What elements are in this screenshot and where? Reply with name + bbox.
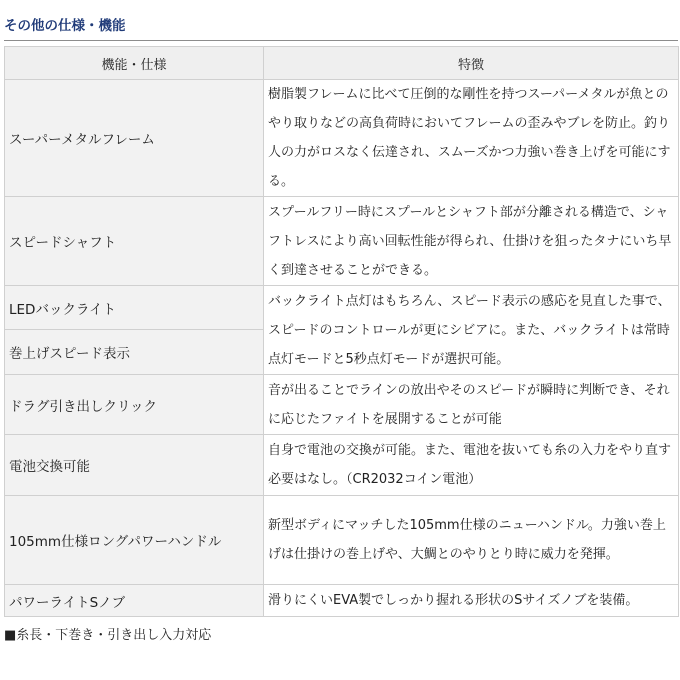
- table-row: [5, 496, 679, 585]
- row-value-text: 滑りにくいEVA製でしっかり握れる形状のSサイズノブを装備。: [268, 593, 639, 608]
- title-divider: [4, 40, 678, 41]
- row-key-speed-shaft: スピードシャフト: [5, 197, 264, 286]
- header-description: 特徴: [264, 47, 679, 80]
- footer-note: ■糸長・下巻き・引き出し入力対応: [4, 628, 212, 643]
- row-value-power-light-knob: [264, 585, 679, 617]
- table-header-row: [5, 47, 679, 80]
- row-value-text: バックライト点灯はもちろん、スピード表示の感応を見直した事で、スピードのコントロールが更にシビアに。また、バックライトは常時点灯モードと5秒点灯モードが選択可能。: [268, 293, 671, 367]
- spec-table: [4, 46, 679, 617]
- table-row: [5, 80, 679, 197]
- row-value-text: 自身で電池の交換が可能。また、電池を抜いても糸の入力をやり直す必要はなし。（CR2032コイン電池）: [268, 443, 672, 487]
- row-key-battery-replaceable: 電池交換可能: [5, 435, 264, 496]
- row-key-power-light-knob: パワーライトSノブ: [5, 585, 264, 617]
- row-value-led-backlight: [264, 286, 679, 375]
- row-value-battery-replaceable: [264, 435, 679, 496]
- row-key-winding-speed-display: 巻上げスピード表示: [5, 330, 264, 375]
- table-row: [5, 435, 679, 496]
- row-value-super-metal-frame: [264, 80, 679, 197]
- header-feature: 機能・仕様: [5, 47, 264, 80]
- table-row: [5, 585, 679, 617]
- row-value-drag-click: [264, 375, 679, 435]
- row-value-text: 樹脂製フレームに比べて圧倒的な剛性を持つスーパーメタルが魚とのやり取りなどの高負荷時においてフレームの歪みやブレを防止。釣り人の力がロスなく伝達され、スムーズかつ力強い巻き上げを可能にする。: [268, 87, 671, 189]
- row-value-power-handle: [264, 496, 679, 585]
- row-key-power-handle: 105mm仕様ロングパワーハンドル: [5, 496, 264, 585]
- row-value-text: 音が出ることでラインの放出やそのスピードが瞬時に判断でき、それに応じたファイトを展開することが可能: [268, 382, 670, 427]
- row-key-drag-click: ドラグ引き出しクリック: [5, 375, 264, 435]
- section-title: その他の仕様・機能: [4, 18, 126, 34]
- table-row: [5, 286, 679, 330]
- row-value-text: 新型ボディにマッチした105mm仕様のニューハンドル。力強い巻上げは仕掛けの巻上げや、大鯛とのやりとり時に威力を発揮。: [268, 518, 666, 562]
- row-key-led-backlight: LEDバックライト: [5, 286, 264, 330]
- row-value-text: スプールフリー時にスプールとシャフト部が分離される構造で、シャフトレスにより高い回転性能が得られ、仕掛けを狙ったタナにいち早く到達させることができる。: [268, 204, 672, 278]
- table-row: [5, 375, 679, 435]
- row-key-super-metal-frame: スーパーメタルフレーム: [5, 80, 264, 197]
- row-value-speed-shaft: [264, 197, 679, 286]
- table-row: [5, 197, 679, 286]
